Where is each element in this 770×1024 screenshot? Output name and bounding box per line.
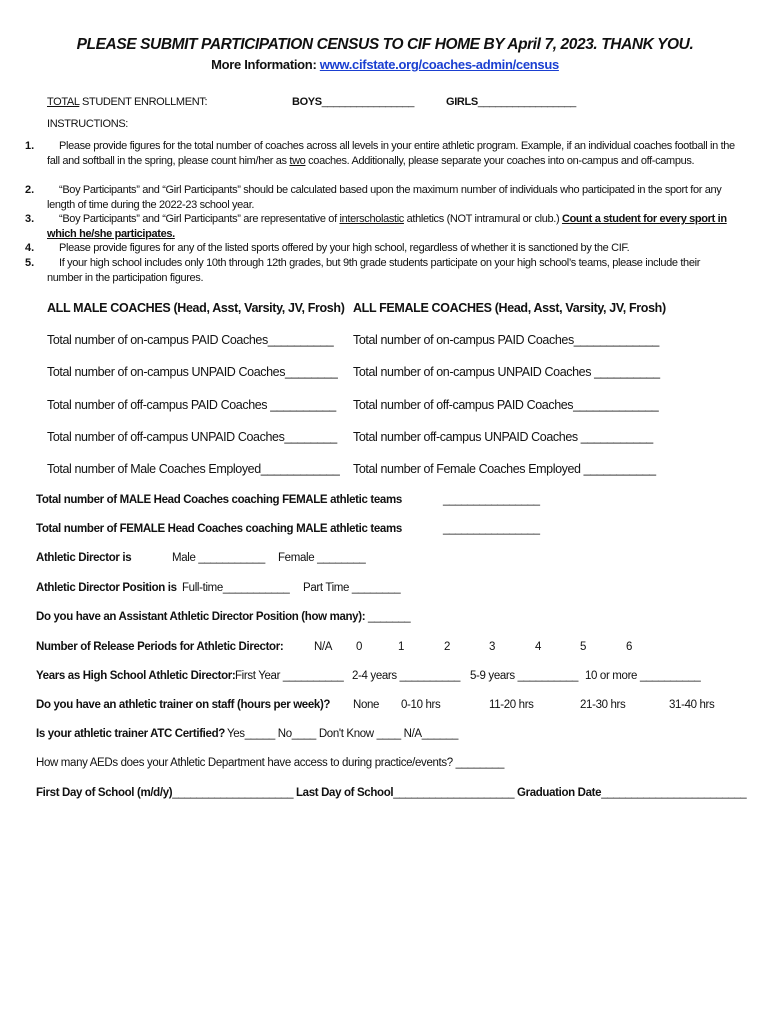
- female-coach-field[interactable]: Total number off-campus UNPAID Coaches ___________: [353, 430, 653, 444]
- instruction-number: 1.: [25, 140, 35, 152]
- release-option[interactable]: 5: [580, 641, 587, 653]
- instruction-emphasis: Count a student for every sport in which he/she participates.: [47, 213, 727, 240]
- instruction-number: 5.: [25, 257, 35, 269]
- instruction-item: [47, 256, 737, 285]
- release-periods-label: Number of Release Periods for Athletic Director:: [36, 641, 284, 653]
- ad-male-field[interactable]: Male ___________: [172, 552, 265, 564]
- girls-blank[interactable]: _________________: [477, 96, 576, 108]
- more-information: [0, 57, 770, 72]
- asst-ad-blank[interactable]: _______: [365, 611, 411, 623]
- female-coach-field[interactable]: Total number of off-campus PAID Coaches_____________: [353, 398, 659, 412]
- release-option[interactable]: N/A: [314, 641, 333, 653]
- asst-ad-label: Do you have an Assistant Athletic Director Position (how many):: [36, 611, 366, 623]
- instruction-number: 4.: [25, 242, 35, 254]
- aed-question[interactable]: How many AEDs does your Athletic Department have access to during practice/events? ________: [36, 757, 505, 769]
- boys-enrollment-field[interactable]: [292, 96, 414, 108]
- male-coach-field[interactable]: Total number of on-campus PAID Coaches__________: [47, 333, 334, 347]
- male-coaches-heading: ALL MALE COACHES (Head, Asst, Varsity, JV, Frosh): [47, 301, 345, 315]
- total-label: TOTAL: [47, 96, 80, 108]
- first-day-label: First Day of School (m/d/y): [36, 787, 173, 799]
- ad-gender-label: Athletic Director is: [36, 552, 132, 564]
- graduation-blank[interactable]: ________________________: [601, 787, 747, 799]
- girls-enrollment-field[interactable]: [446, 96, 576, 108]
- trainer-option[interactable]: 0-10 hrs: [401, 699, 441, 711]
- student-enrollment-label: STUDENT ENROLLMENT:: [79, 96, 208, 108]
- release-option[interactable]: 3: [489, 641, 496, 653]
- instruction-text-mid: athletics (NOT intramural or club.): [403, 213, 562, 225]
- female-coach-field[interactable]: Total number of Female Coaches Employed ___________: [353, 462, 656, 476]
- male-coach-field[interactable]: Total number of on-campus UNPAID Coaches________: [47, 365, 338, 379]
- last-day-label: Last Day of School: [293, 787, 394, 799]
- release-option[interactable]: 4: [535, 641, 542, 653]
- page-title: PLEASE SUBMIT PARTICIPATION CENSUS TO CIF HOME BY April 7, 2023. THANK YOU.: [76, 36, 694, 53]
- male-coach-field[interactable]: Total number of off-campus UNPAID Coaches________: [47, 430, 337, 444]
- female-head-male-teams-blank[interactable]: ________________: [443, 523, 540, 535]
- instruction-number: 3.: [25, 213, 35, 225]
- girls-label: GIRLS: [446, 96, 478, 108]
- instruction-number: 2.: [25, 184, 35, 196]
- instructions-heading: INSTRUCTIONS:: [47, 118, 129, 130]
- instruction-item: [47, 183, 737, 212]
- total-enrollment-label: [47, 96, 207, 108]
- graduation-label: Graduation Date: [514, 787, 602, 799]
- years-ad-label: Years as High School Athletic Director:: [36, 670, 236, 682]
- trainer-option[interactable]: 11-20 hrs: [489, 699, 534, 711]
- male-coach-field[interactable]: Total number of Male Coaches Employed____________: [47, 462, 340, 476]
- female-coach-field[interactable]: Total number of on-campus PAID Coaches_____________: [353, 333, 659, 347]
- male-coach-field[interactable]: Total number of off-campus PAID Coaches __________: [47, 398, 336, 412]
- instruction-item: [47, 139, 737, 168]
- instruction-text: “Boy Participants” and “Girl Participants” should be calculated based upon the maximum number of individuals who participated in the sport for any length of time during the 2022-23 school year.: [47, 184, 722, 211]
- ad-female-field[interactable]: Female ________: [278, 552, 366, 564]
- instruction-text: Please provide figures for any of the listed sports offered by your high school, regardless of whether it is sanctioned by the CIF.: [59, 242, 630, 254]
- trainer-option[interactable]: 21-30 hrs: [580, 699, 626, 711]
- release-option[interactable]: 6: [626, 641, 633, 653]
- boys-blank[interactable]: ________________: [321, 96, 415, 108]
- school-dates-row: [36, 787, 746, 799]
- atc-row: [36, 728, 225, 740]
- ad-position-label: Athletic Director Position is: [36, 582, 177, 594]
- last-day-blank[interactable]: ____________________: [393, 787, 515, 799]
- asst-ad-row: [36, 611, 410, 623]
- census-link[interactable]: www.cifstate.org/coaches-admin/census: [319, 57, 559, 72]
- years-10-field[interactable]: 10 or more __________: [585, 670, 701, 682]
- ad-fulltime-field[interactable]: Full-time___________: [182, 582, 290, 594]
- years-2-4-field[interactable]: 2-4 years __________: [352, 670, 461, 682]
- boys-label: BOYS: [292, 96, 322, 108]
- female-coaches-heading: ALL FEMALE COACHES (Head, Asst, Varsity, JV, Frosh): [353, 301, 666, 315]
- release-option[interactable]: 0: [356, 641, 363, 653]
- atc-options[interactable]: Yes_____ No____ Don't Know ____ N/A______: [227, 728, 459, 740]
- ad-position-row: [36, 582, 177, 594]
- first-day-blank[interactable]: ____________________: [172, 787, 294, 799]
- instruction-text-after: coaches. Additionally, please separate your coaches into on-campus and off-campus.: [305, 154, 695, 167]
- instruction-underline: interscholastic: [339, 213, 404, 225]
- male-head-female-teams-blank[interactable]: ________________: [443, 494, 540, 506]
- release-option[interactable]: 1: [398, 641, 405, 653]
- instruction-text: If your high school includes only 10th through 12th grades, but 9th grade students participate on your high school’s teams, please include their number in the participation figures.: [47, 257, 701, 284]
- male-head-female-teams-label: Total number of MALE Head Coaches coaching FEMALE athletic teams: [36, 494, 402, 506]
- instruction-item: [47, 212, 737, 241]
- female-coach-field[interactable]: Total number of on-campus UNPAID Coaches __________: [353, 365, 660, 379]
- years-5-9-field[interactable]: 5-9 years __________: [470, 670, 579, 682]
- female-head-male-teams-label: Total number of FEMALE Head Coaches coaching MALE athletic teams: [36, 523, 402, 535]
- more-info-label: More Information:: [211, 57, 320, 72]
- trainer-option[interactable]: None: [353, 699, 380, 711]
- instruction-item: [47, 241, 737, 256]
- ad-parttime-field[interactable]: Part Time ________: [303, 582, 401, 594]
- trainer-option[interactable]: 31-40 hrs: [669, 699, 715, 711]
- instruction-text: Please provide figures for the total number of coaches across all levels in your entire athletic program. Example, if an individual coaches football in the fall and softball in the spring, please count him/her as: [47, 140, 735, 167]
- release-option[interactable]: 2: [444, 641, 451, 653]
- atc-label: Is your athletic trainer ATC Certified?: [36, 728, 225, 740]
- years-first-field[interactable]: First Year __________: [235, 670, 344, 682]
- instruction-underline: two: [289, 154, 306, 167]
- instruction-text: “Boy Participants” and “Girl Participants” are representative of: [59, 213, 340, 225]
- trainer-hours-label: Do you have an athletic trainer on staff (hours per week)?: [36, 699, 331, 711]
